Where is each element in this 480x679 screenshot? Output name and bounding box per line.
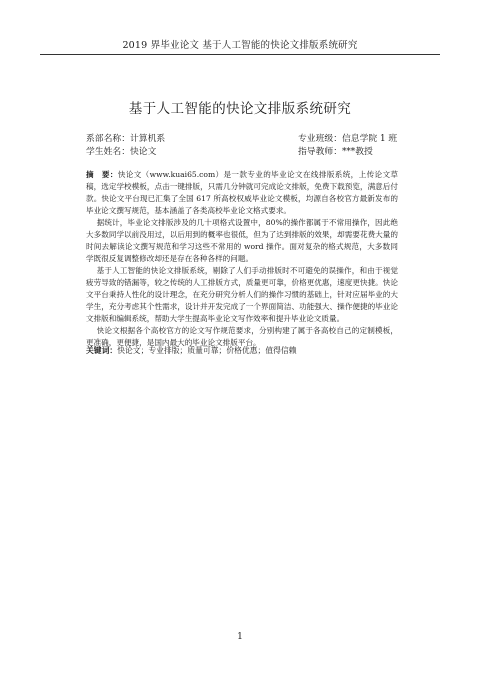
student-line <box>86 144 156 157</box>
student-label: 学生姓名： <box>86 147 130 157</box>
abstract-paragraph-1 <box>86 169 398 217</box>
dept-line <box>86 131 165 144</box>
abstract <box>86 169 398 349</box>
abstract-p1-text: 快论文（www.kuai65.com）是一款专业的毕业论文在线排版系统，上传论文草稿，选定学校模板，点击一键排版，只需几分钟就可完成论文排版，免费下载预览，满意后付款。快论文平台现已汇集了全国 617 所高校权威毕业论文模板，均源自各校官方最新发布的毕业论文撰写规范，基本涵盖了各类高校毕业论文格式要求。 <box>86 170 399 215</box>
advisor-value: ***教授 <box>342 147 373 157</box>
keywords-label: 关键词： <box>86 346 118 355</box>
abstract-label: 摘 要： <box>86 170 118 179</box>
abstract-paragraph-4: 快论文根据各个高校官方的论文写作规范要求，分别构建了属于各高校自己的定制模板，更准确，更便捷，是国内最大的毕业论文排版平台。 <box>86 326 398 347</box>
header-rule <box>40 54 440 55</box>
dept-value: 计算机系 <box>130 134 166 144</box>
keywords-line <box>86 345 398 357</box>
abstract-paragraph-2: 据统计，毕业论文排版涉及的几十项格式设置中，80%的操作都属于不常用操作，因此绝大多数同学以前没用过，以后用到的概率也很低，但为了达到排版的效果，却需要花费大量的时间去解读论文撰写规范和学习这些不常用的 word 操作。面对复杂的格式规范，大多数同学既很反复调整修改却还是存在各种各样的问题。 <box>86 218 398 263</box>
dept-label: 系部名称： <box>86 134 130 144</box>
class-value: 信息学院 1 班 <box>342 134 398 144</box>
page-number: 1 <box>237 632 243 642</box>
advisor-label: 指导教师： <box>298 147 342 157</box>
abstract-paragraph-3: 基于人工智能的快论文排版系统，剔除了人们手动排版时不可避免的误操作，和由于视觉疲劳导致的错漏等，较之传统的人工排版方式，质量更可靠，价格更优惠，速度更快捷。快论文平台秉持人性化的设计理念，在充分研究分析人们的操作习惯的基础上，针对应届毕业的大学生，充分考虑其个性需求，设计并开发完成了一个界面简洁、功能强大、操作便捷的毕业论文排版和编辑系统，帮助大学生提高毕业论文写作效率和提升毕业论文质量。 <box>86 266 398 323</box>
document-title: 基于人工智能的快论文排版系统研究 <box>128 101 352 117</box>
running-header: 2019 界毕业论文 基于人工智能的快论文排版系统研究 <box>122 40 358 51</box>
advisor-line <box>298 144 373 157</box>
student-value: 快论文 <box>130 147 157 157</box>
class-line <box>298 131 397 144</box>
keywords-value: 快论文；专业排版；质量可靠；价格优惠；值得信赖 <box>117 346 297 355</box>
class-label: 专业班级： <box>298 134 342 144</box>
